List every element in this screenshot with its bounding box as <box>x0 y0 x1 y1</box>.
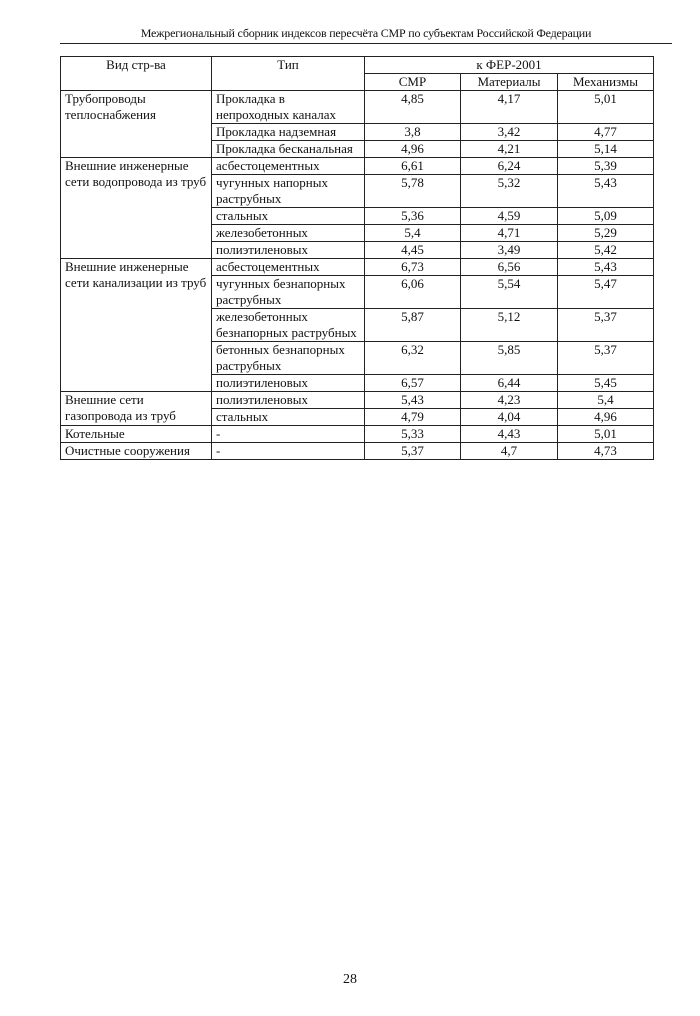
type-cell: - <box>212 426 365 443</box>
col-header-materials: Материалы <box>461 74 558 91</box>
mechanisms-value-cell: 5,43 <box>558 259 654 276</box>
smr-value-cell: 6,57 <box>365 375 461 392</box>
col-header-tip: Тип <box>212 57 365 91</box>
materials-value-cell: 3,49 <box>461 242 558 259</box>
construction-type-cell: Очистные сооружения <box>61 443 212 460</box>
type-cell: полиэтиленовых <box>212 375 365 392</box>
type-cell: железобетонных <box>212 225 365 242</box>
type-cell: полиэтиленовых <box>212 392 365 409</box>
mechanisms-value-cell: 5,14 <box>558 141 654 158</box>
mechanisms-value-cell: 5,4 <box>558 392 654 409</box>
construction-type-cell: Котельные <box>61 426 212 443</box>
materials-value-cell: 6,56 <box>461 259 558 276</box>
mechanisms-value-cell: 5,37 <box>558 309 654 342</box>
materials-value-cell: 4,23 <box>461 392 558 409</box>
type-cell: - <box>212 443 365 460</box>
mechanisms-value-cell: 5,01 <box>558 91 654 124</box>
smr-value-cell: 5,87 <box>365 309 461 342</box>
table-row <box>61 392 654 409</box>
materials-value-cell: 4,43 <box>461 426 558 443</box>
smr-value-cell: 5,4 <box>365 225 461 242</box>
smr-value-cell: 4,79 <box>365 409 461 426</box>
materials-value-cell: 4,21 <box>461 141 558 158</box>
mechanisms-value-cell: 4,77 <box>558 124 654 141</box>
smr-value-cell: 6,61 <box>365 158 461 175</box>
materials-value-cell: 4,04 <box>461 409 558 426</box>
group-header: к ФЕР-2001 <box>365 57 654 74</box>
mechanisms-value-cell: 5,29 <box>558 225 654 242</box>
type-cell: бетонных безнапорных раструбных <box>212 342 365 375</box>
type-cell: полиэтиленовых <box>212 242 365 259</box>
smr-value-cell: 4,96 <box>365 141 461 158</box>
type-cell: стальных <box>212 208 365 225</box>
table-row <box>61 443 654 460</box>
mechanisms-value-cell: 5,39 <box>558 158 654 175</box>
materials-value-cell: 4,71 <box>461 225 558 242</box>
construction-type-cell: Внешние инженерные сети канализации из труб <box>61 259 212 392</box>
materials-value-cell: 4,7 <box>461 443 558 460</box>
table-body <box>61 91 654 460</box>
construction-type-cell: Трубопроводы теплоснабжения <box>61 91 212 158</box>
smr-value-cell: 5,43 <box>365 392 461 409</box>
type-cell: железобетонных безнапорных раструбных <box>212 309 365 342</box>
type-cell: Прокладка в непроходных каналах <box>212 91 365 124</box>
smr-value-cell: 5,37 <box>365 443 461 460</box>
type-cell: асбестоцементных <box>212 158 365 175</box>
type-cell: Прокладка бесканальная <box>212 141 365 158</box>
col-header-smr: СМР <box>365 74 461 91</box>
type-cell: чугунных безнапорных раструбных <box>212 276 365 309</box>
mechanisms-value-cell: 4,73 <box>558 443 654 460</box>
type-cell: асбестоцементных <box>212 259 365 276</box>
type-cell: чугунных напорных раструбных <box>212 175 365 208</box>
smr-value-cell: 6,32 <box>365 342 461 375</box>
mechanisms-value-cell: 5,37 <box>558 342 654 375</box>
materials-value-cell: 5,54 <box>461 276 558 309</box>
mechanisms-value-cell: 5,43 <box>558 175 654 208</box>
smr-value-cell: 5,78 <box>365 175 461 208</box>
page-number: 28 <box>343 972 357 987</box>
smr-value-cell: 5,36 <box>365 208 461 225</box>
mechanisms-value-cell: 4,96 <box>558 409 654 426</box>
index-table <box>60 56 654 460</box>
running-header: Межрегиональный сборник индексов пересчёта СМР по субъектам Российской Федерации <box>140 26 592 40</box>
table-row <box>61 426 654 443</box>
mechanisms-value-cell: 5,42 <box>558 242 654 259</box>
materials-value-cell: 5,32 <box>461 175 558 208</box>
construction-type-cell: Внешние инженерные сети водопровода из труб <box>61 158 212 259</box>
table-row <box>61 259 654 276</box>
materials-value-cell: 3,42 <box>461 124 558 141</box>
mechanisms-value-cell: 5,47 <box>558 276 654 309</box>
type-cell: стальных <box>212 409 365 426</box>
smr-value-cell: 3,8 <box>365 124 461 141</box>
header-rule <box>60 43 672 44</box>
col-header-vid: Вид стр-ва <box>61 57 212 91</box>
mechanisms-value-cell: 5,09 <box>558 208 654 225</box>
table-row <box>61 91 654 124</box>
mechanisms-value-cell: 5,45 <box>558 375 654 392</box>
smr-value-cell: 4,45 <box>365 242 461 259</box>
mechanisms-value-cell: 5,01 <box>558 426 654 443</box>
smr-value-cell: 6,73 <box>365 259 461 276</box>
smr-value-cell: 4,85 <box>365 91 461 124</box>
materials-value-cell: 5,12 <box>461 309 558 342</box>
materials-value-cell: 4,59 <box>461 208 558 225</box>
materials-value-cell: 5,85 <box>461 342 558 375</box>
materials-value-cell: 4,17 <box>461 91 558 124</box>
materials-value-cell: 6,44 <box>461 375 558 392</box>
materials-value-cell: 6,24 <box>461 158 558 175</box>
smr-value-cell: 5,33 <box>365 426 461 443</box>
smr-value-cell: 6,06 <box>365 276 461 309</box>
construction-type-cell: Внешние сети газопровода из труб <box>61 392 212 426</box>
col-header-mechanisms: Механизмы <box>558 74 654 91</box>
table-row <box>61 158 654 175</box>
type-cell: Прокладка надземная <box>212 124 365 141</box>
